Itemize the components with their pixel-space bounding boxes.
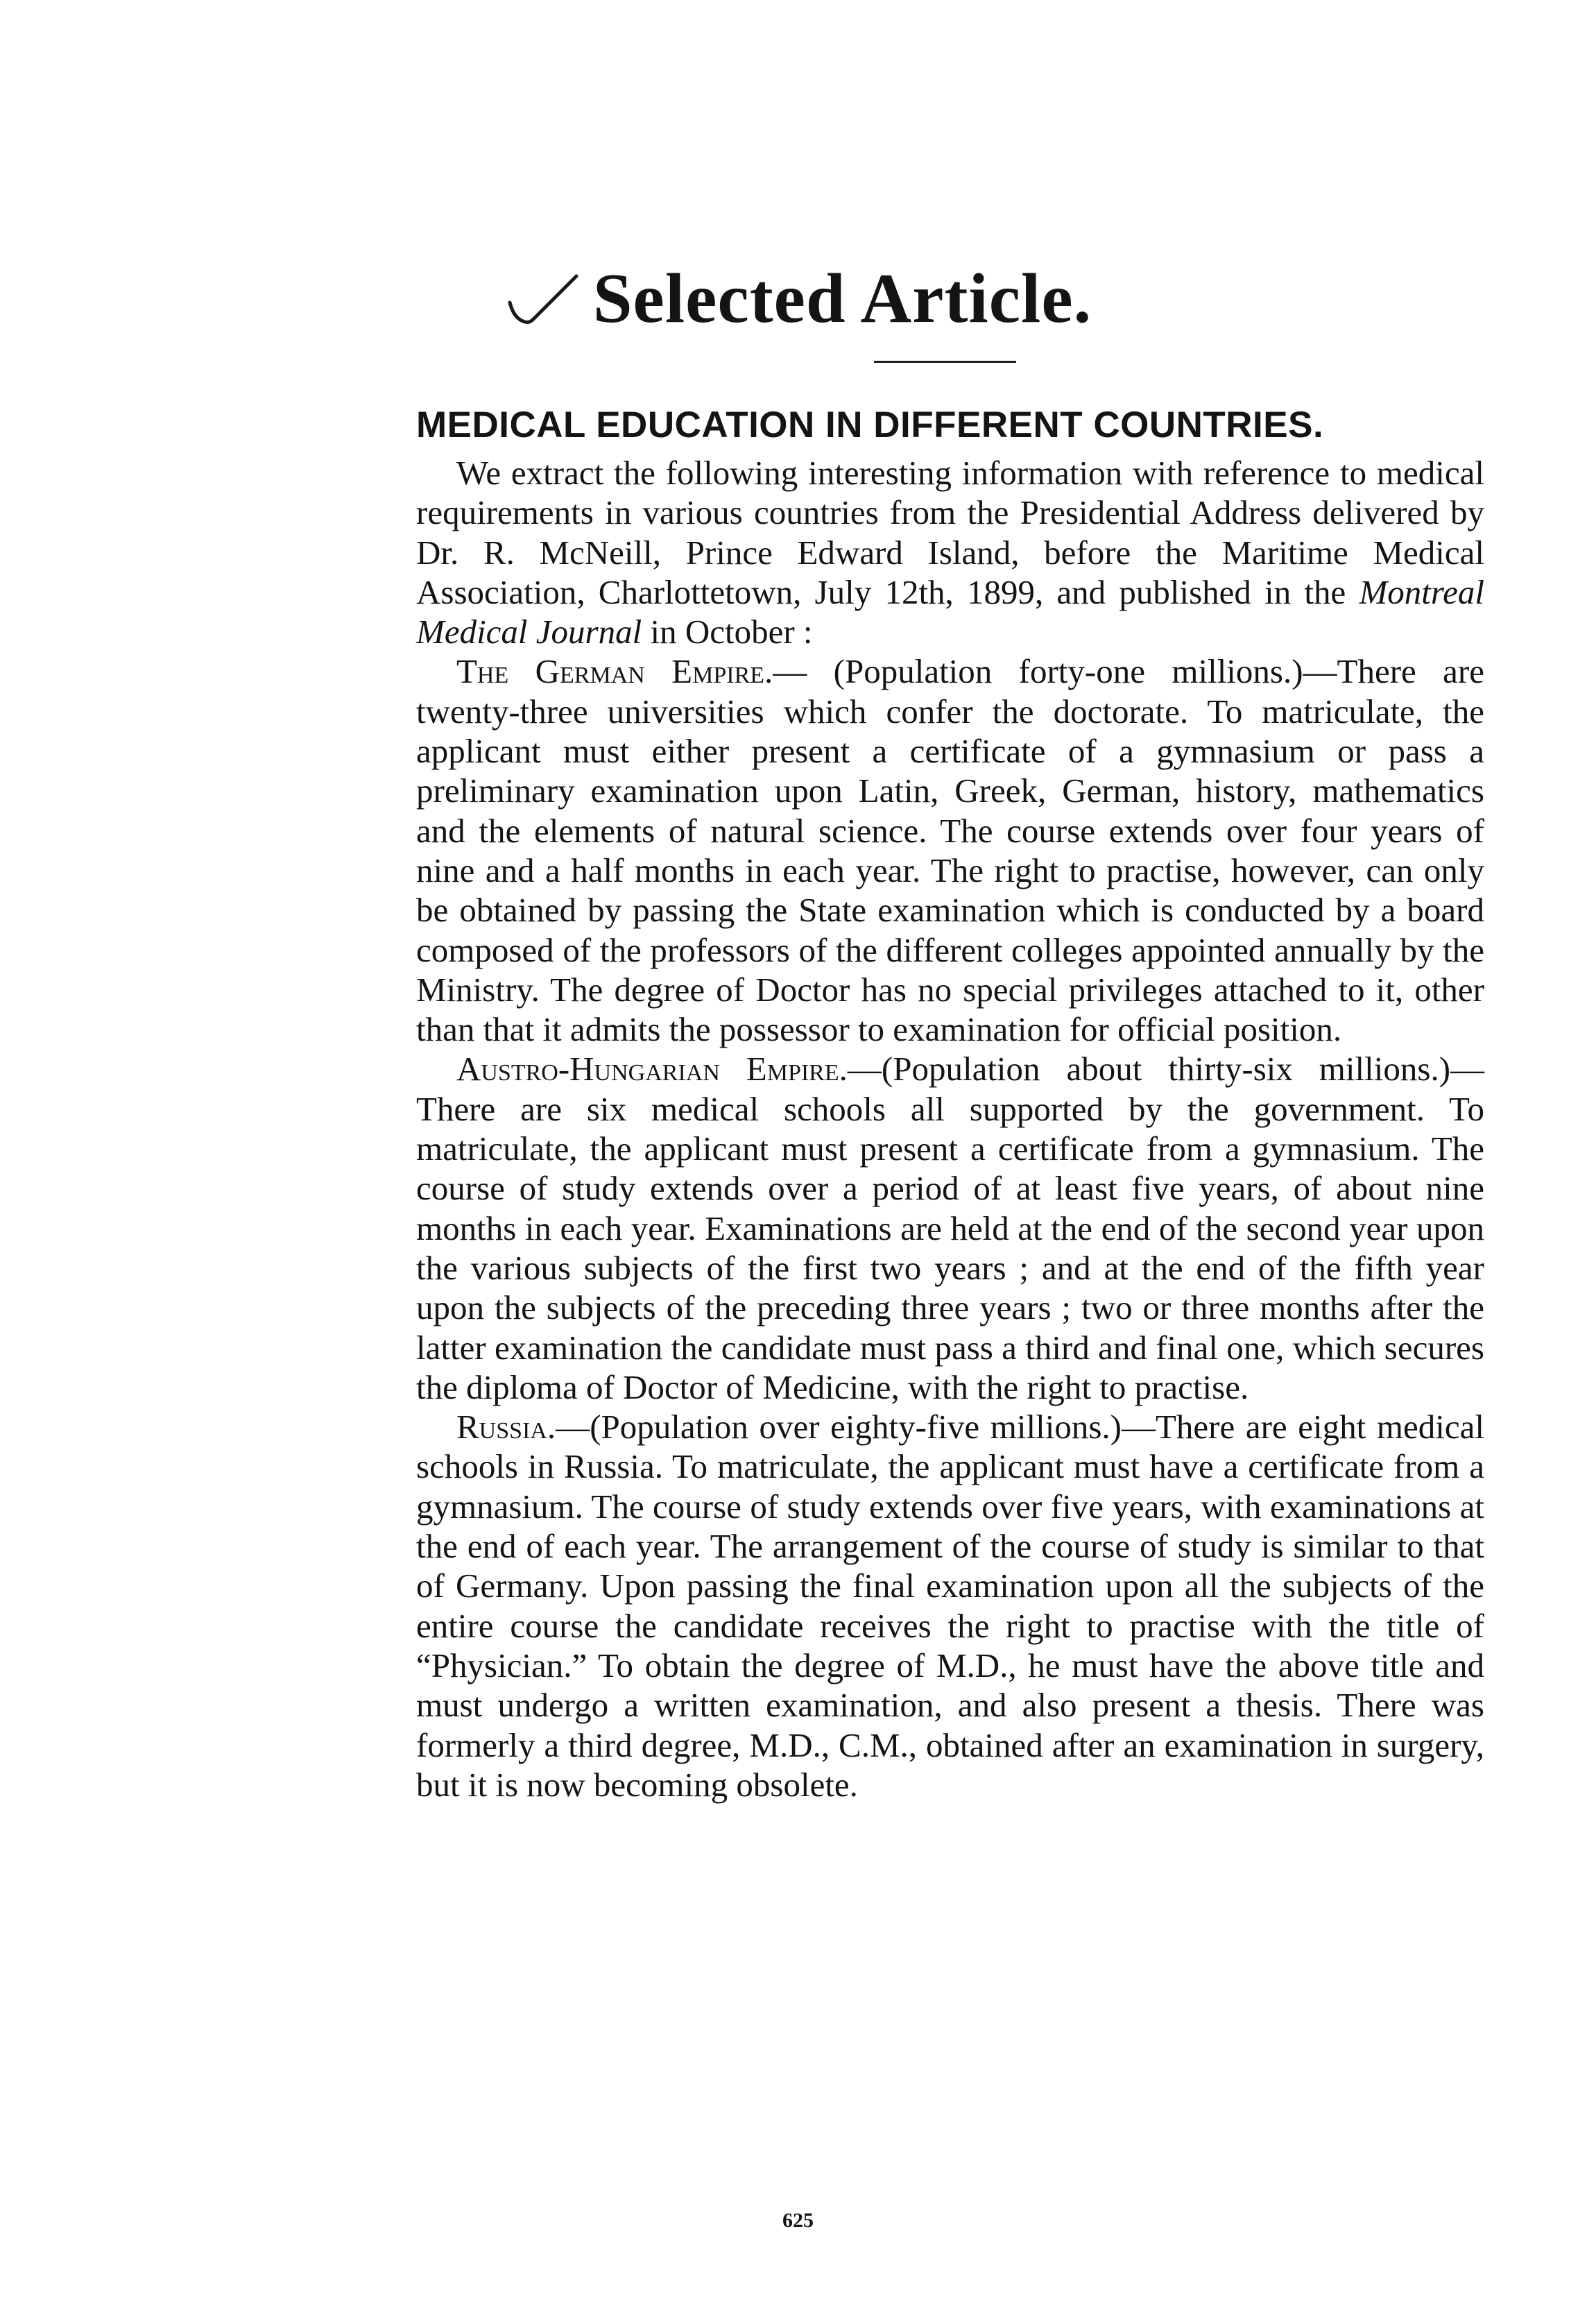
section-text: — (Population forty-one millions.)—There are twenty-three universities which confer the doctorate. To matriculate, the applicant must either present a certificate of a gymnasium or pass a preliminary examination upon Latin, Greek, German, history, mathematics and the elements of natural science. The course extends over four years of nine and a half months in each year. The right to practise, however, can only be obtained by passing the State examination which is conducted by a board composed of the professors of the different colleges appointed annually by the Ministry. The degree of Doctor has no special privileges attached to it, other than that it admits the possessor to examination for official position.	[416, 652, 1484, 1049]
section-heading-text: Selected Article.	[592, 259, 1092, 338]
section-paragraph-austria-hungary	[416, 1049, 1484, 1407]
country-name: Austro-Hungarian Empire.	[456, 1050, 848, 1089]
section-text: —(Population over eighty-five millions.)—There are eight medical schools in Russia. To matriculate, the applicant must have a certificate from a gymnasium. The course of study extends over five years, with examinations at the end of each year. The arrangement of the course of study is similar to that of Germany. Upon passing the final examination upon all the subjects of the entire course the candidate receives the right to practise with the title of “Physician.” To obtain the degree of M.D., he must have the above title and must undergo a written examination, and also present a thesis. There was formerly a third degree, M.D., C.M., obtained after an examination in surgery, but it is now becoming obsolete.	[416, 1408, 1484, 1804]
intro-paragraph	[416, 453, 1484, 651]
country-name: The German Empire.	[456, 652, 773, 691]
section-paragraph-russia	[416, 1407, 1484, 1804]
page-number: 625	[782, 2209, 814, 2232]
divider-rule	[874, 361, 1016, 363]
journal-name: Montreal Medical Journal	[416, 572, 1484, 651]
section-text: —(Population about thirty-six millions.)—There are six medical schools all supported by the government. To matriculate, the applicant must present a certificate from a gymnasium. The course of study extends over a period of at least five years, of about nine months in each year. Examinations are held at the end of the second year upon the various subjects of the first two years ; and at the end of the fifth year upon the subjects of the preceding three years ; two or three months after the latter examination the candidate must pass a third and final one, which secures the diploma of Doctor of Medicine, with the right to practise.	[416, 1050, 1485, 1406]
country-name: Russia.	[456, 1408, 556, 1447]
intro-text-end: in October :	[642, 613, 813, 651]
section-heading	[0, 258, 1596, 339]
intro-text: We extract the following interesting information with reference to medical requirements in various countries from the Presidential Address delivered by Dr. R. McNeill, Prince Edward Island, before the Maritime Medical Association, Charlottetown, July 12th, 1899, and published in the	[416, 454, 1484, 611]
article-title: MEDICAL EDUCATION IN DIFFERENT COUNTRIES.	[416, 404, 1324, 445]
checkmark-icon	[504, 273, 581, 329]
section-paragraph-germany	[416, 651, 1484, 1049]
article	[416, 404, 1484, 1804]
